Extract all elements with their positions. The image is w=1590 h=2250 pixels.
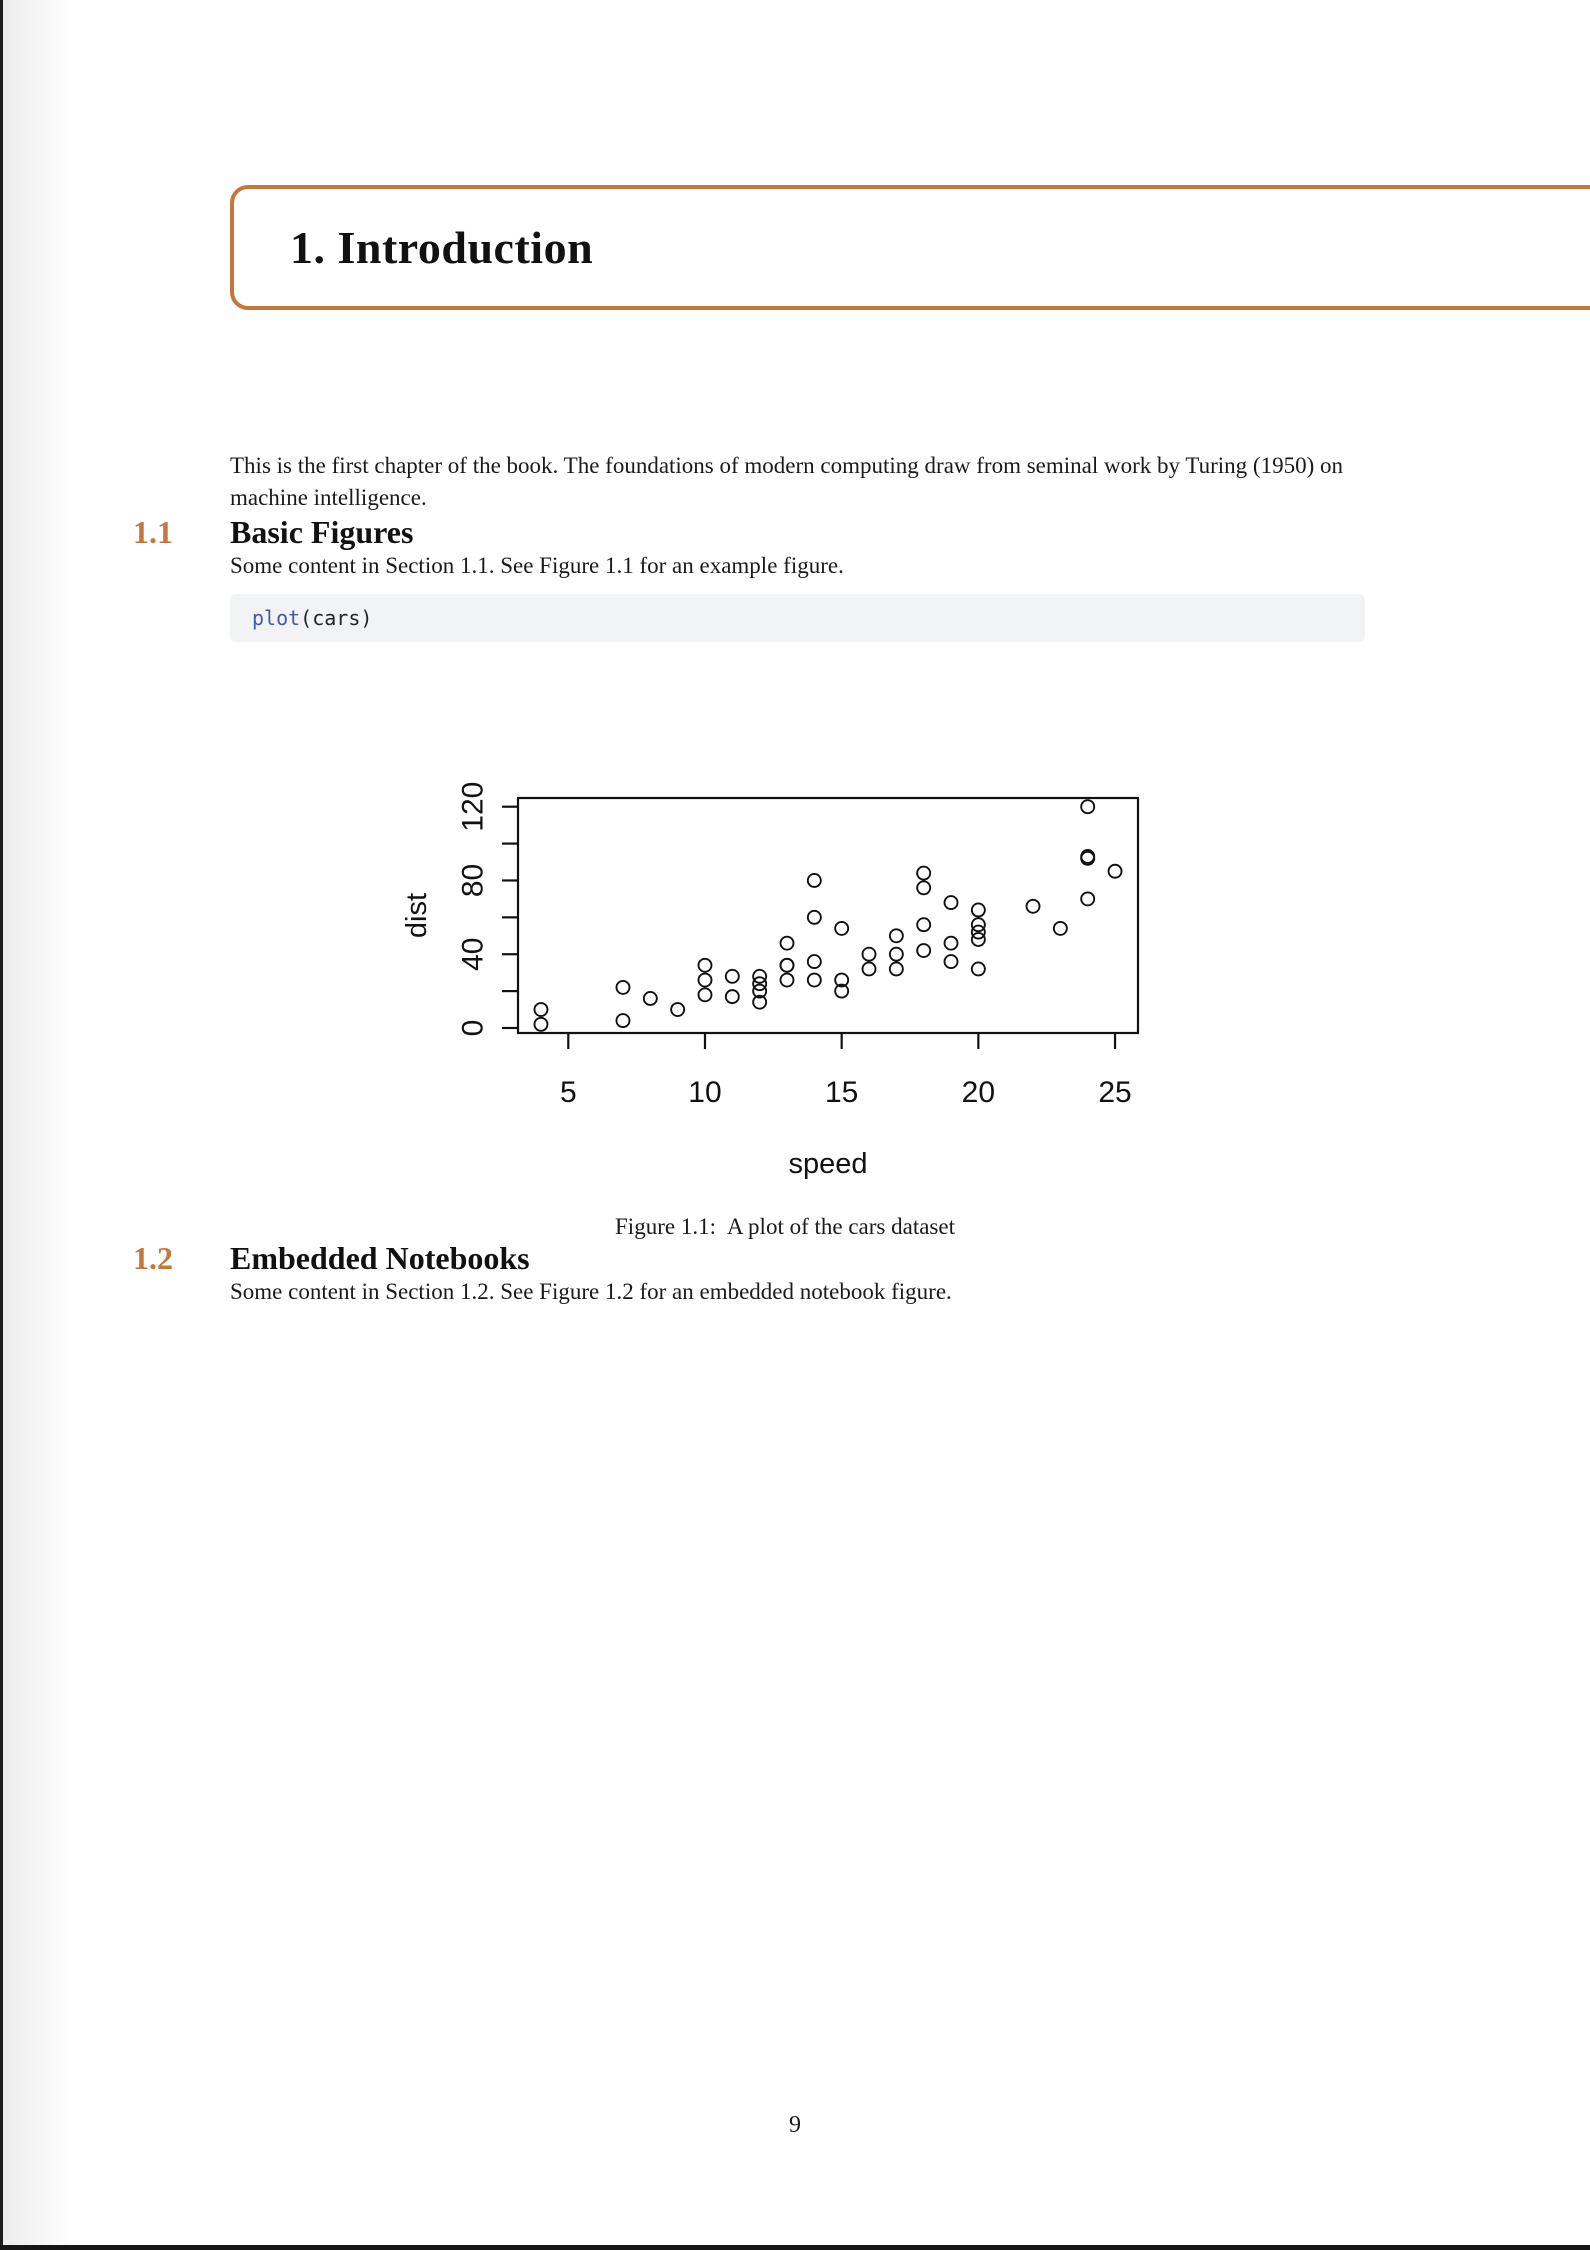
figure-caption-label: Figure 1.1: [615,1214,716,1239]
svg-text:120: 120 [456,781,490,832]
figure-1-1 [385,780,1185,1190]
svg-text:10: 10 [688,1076,722,1109]
intro-paragraph: This is the first chapter of the book. The foundations of modern computing draw from seminal work by Turing (1950) on machine intelligence. [230,453,1343,510]
svg-text:dist: dist [401,892,433,939]
section-heading-1-1 [133,514,1365,550]
section-1-1-paragraph: Some content in Section 1.1. See Figure 1.1 for an example figure. [230,553,844,578]
chapter-title: 1. Introduction [290,222,594,273]
content-column [133,450,1365,1308]
figure-caption [385,1214,1185,1240]
page-bottom-edge [0,2245,1590,2250]
svg-text:15: 15 [824,1076,859,1109]
page-left-shadow [3,0,73,2250]
section-1-2-paragraph: Some content in Section 1.2. See Figure 1.2 for an embedded notebook figure. [230,1279,952,1304]
section-number: 1.1 [133,514,173,550]
svg-text:25: 25 [1098,1076,1132,1109]
code-block [230,594,1365,642]
svg-text:speed: speed [788,1148,868,1180]
cars-scatter-plot [385,780,1185,1190]
figure-caption-text: A plot of the cars dataset [726,1214,955,1239]
svg-text:40: 40 [456,937,490,971]
section-heading-1-2 [133,1240,1365,1276]
section-number: 1.2 [133,1240,173,1276]
chapter-title-banner [230,185,1590,310]
svg-text:20: 20 [961,1076,996,1109]
code-plain-token: (cars) [300,606,373,630]
section-title: Embedded Notebooks [230,1240,530,1276]
section-title: Basic Figures [230,514,414,550]
code-keyword-token: plot [252,606,301,630]
svg-text:0: 0 [456,1019,490,1037]
svg-text:80: 80 [456,863,490,898]
page-number: 9 [789,2112,801,2138]
svg-text:5: 5 [559,1076,577,1109]
